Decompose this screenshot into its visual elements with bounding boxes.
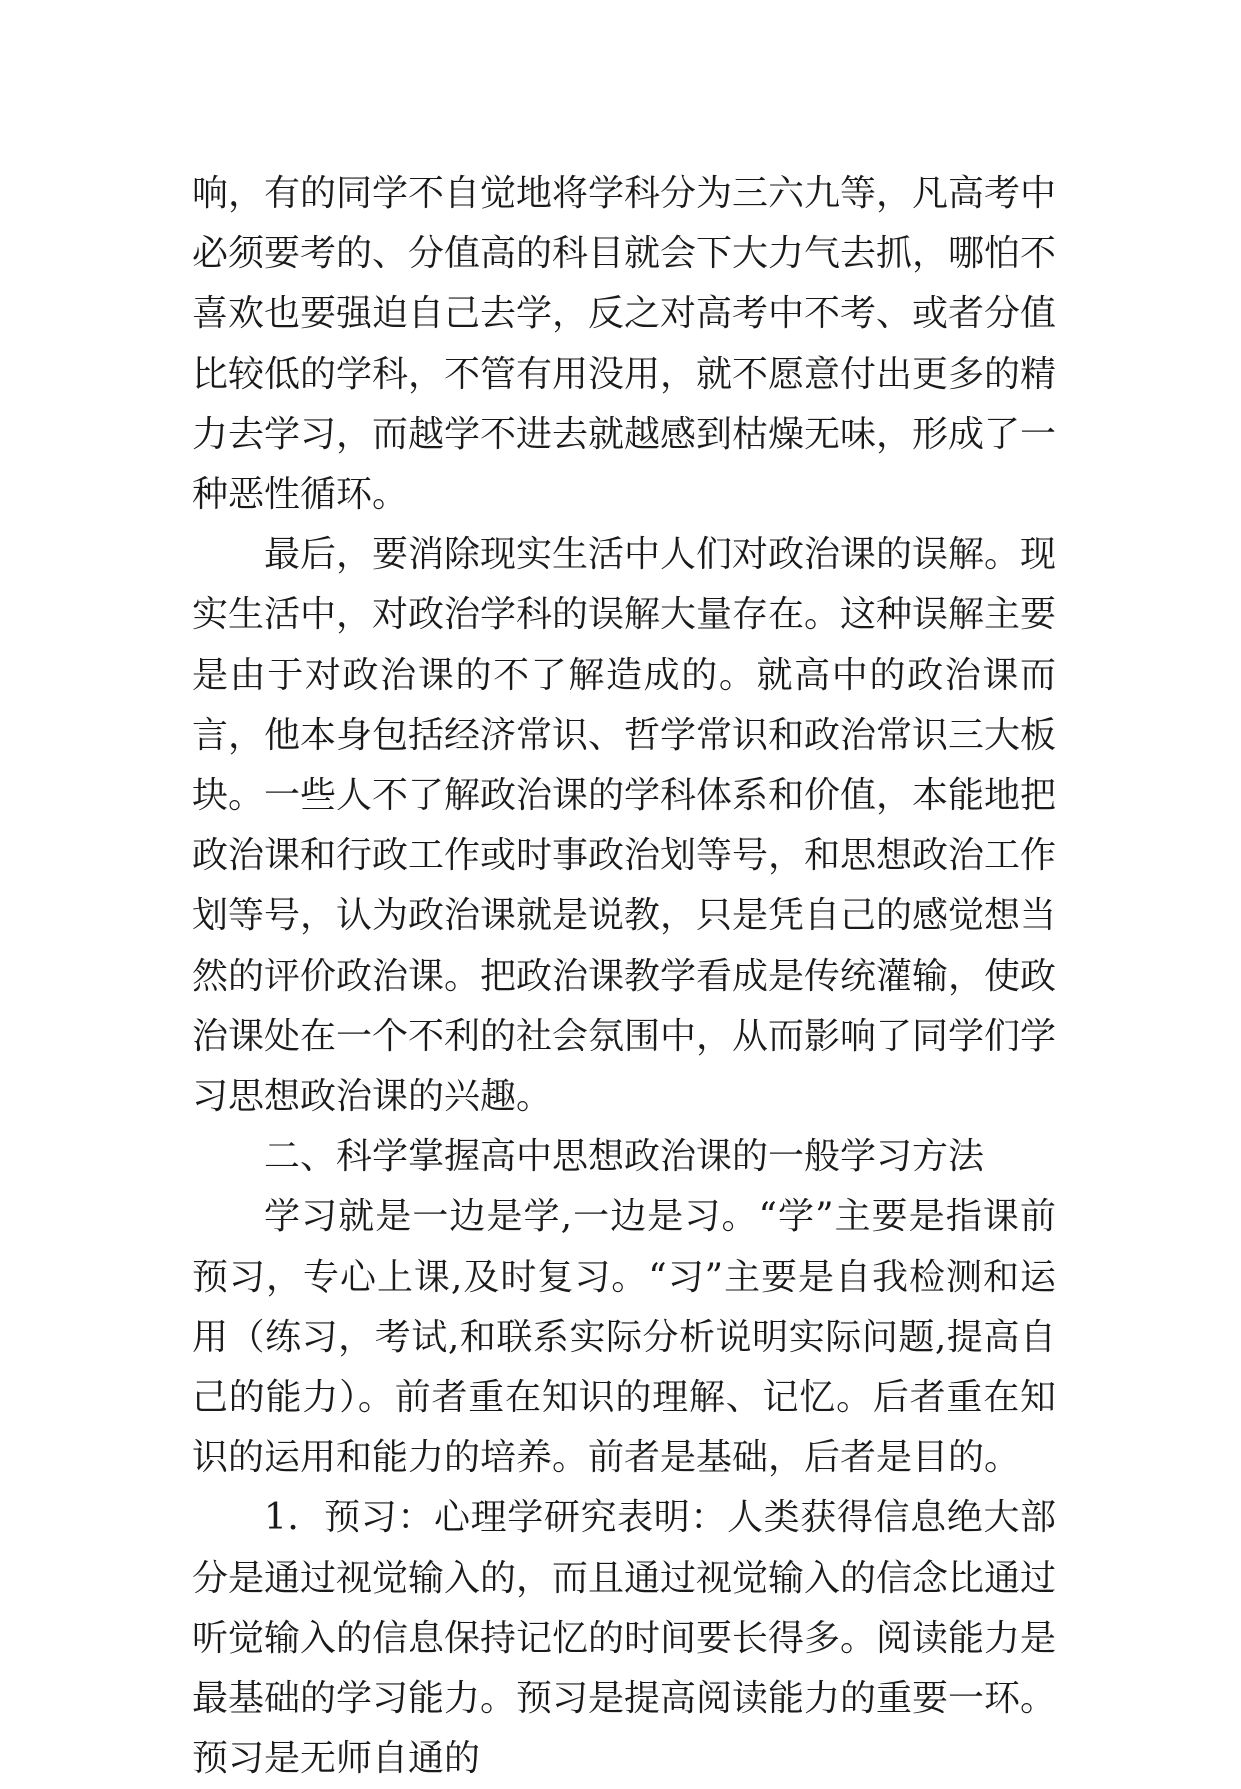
section-heading: 二、科学掌握高中思想政治课的一般学习方法 — [264, 1136, 985, 1178]
paragraph-preview: 1．预习：心理学研究表明：人类获得信息绝大部分是通过视觉输入的，而且通过视觉输入的信念比通过听觉输入的信息保持记忆的时间要长得多。阅读能力是最基础的学习能力。预习是提高阅读能力的重要一环。预习是无师自通的 — [192, 1497, 1057, 1780]
body-text — [192, 164, 1056, 1789]
paragraph-continuation: 响，有的同学不自觉地将学科分为三六九等，凡高考中必须要考的、分值高的科目就会下大力气去抓，哪怕不喜欢也要强迫自己去学，反之对高考中不考、或者分值比较低的学科，不管有用没用，就不愿意付出更多的精力去学习，而越学不进去就越感到枯燥无味，形成了一种恶性循环。 — [192, 173, 1057, 516]
paragraph-learning-method: 学习就是一边是学,一边是习。“学”主要是指课前预习，专心上课,及时复习。“习”主要是自我检测和运用（练习，考试,和联系实际分析说明实际问题,提高自己的能力）。前者重在知识的理解、记忆。后者重在知识的运用和能力的培养。前者是基础，后者是目的。 — [192, 1196, 1056, 1479]
paragraph-misunderstanding: 最后，要消除现实生活中人们对政治课的误解。现实生活中，对政治学科的误解大量存在。这种误解主要是由于对政治课的不了解造成的。就高中的政治课而言，他本身包括经济常识、哲学常识和政治常识三大板块。一些人不了解政治课的学科体系和价值，本能地把政治课和行政工作或时事政治划等号，和思想政治工作划等号，认为政治课就是说教，只是凭自己的感觉想当然的评价政治课。把政治课教学看成是传统灌输，使政治课处在一个不利的社会氛围中，从而影响了同学们学习思想政治课的兴趣。 — [192, 534, 1057, 1118]
